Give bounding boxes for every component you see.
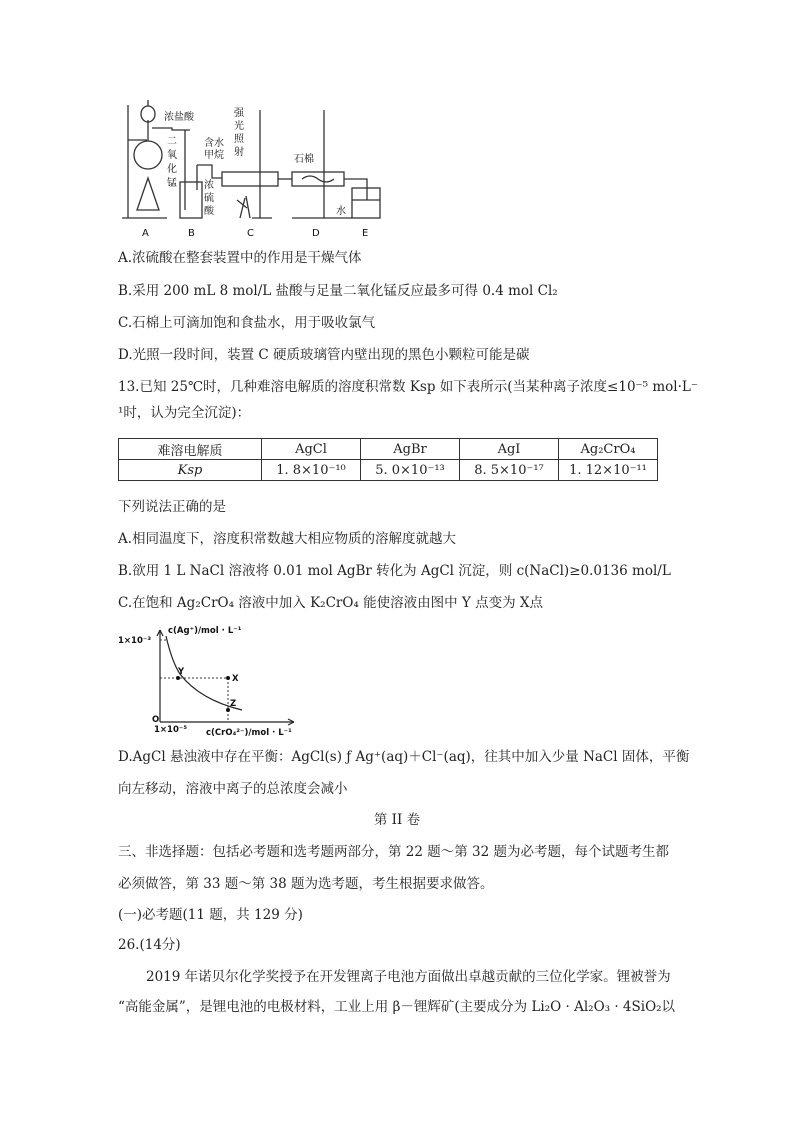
label-hcl: 浓盐酸 (164, 112, 194, 123)
table-cell: 1. 12×10⁻¹¹ (559, 460, 658, 481)
q26-paragraph-line1: 2019 年诺贝尔化学奖授予在开发锂离子电池方面做出卓越贡献的三位化学家。锂被誉为 (146, 969, 671, 985)
required-heading: (一)必考题(11 题，共 129 分) (118, 907, 303, 923)
label-methane: 甲烷 (204, 150, 224, 161)
q13-option-d-line1: D.AgCl 悬浊液中存在平衡：AgCl(s) ƒ Ag⁺(aq)＋Cl⁻(aq)，往其中加入少量 NaCl 固体，平衡 (118, 749, 690, 765)
q13-option-a: A.相同温度下，溶度积常数越大相应物质的溶解度就越大 (118, 531, 457, 547)
letter-a: A (142, 228, 149, 239)
graph-x-tick: 1×10⁻⁵ (154, 725, 188, 735)
q12-option-a: A.浓硫酸在整套装置中的作用是干燥气体 (118, 250, 362, 266)
q12-option-b: B.采用 200 mL 8 mol/L 盐酸与足量二氧化锰反应最多可得 0.4 mol Cl₂ (118, 283, 558, 299)
label-h2so4-1: 浓 (204, 180, 214, 191)
q13-stem-line2: ¹时，认为完全沉淀)： (118, 405, 251, 421)
q26-paragraph-line2: “高能金属”，是锂电池的电极材料，工业上用 β－锂辉矿(主要成分为 Li₂O · Al₂O₃ · 4SiO₂以 (118, 999, 676, 1015)
table-header-cell: Ag₂CrO₄ (559, 439, 658, 460)
q13-stem-line1: 13.已知 25℃时，几种难溶电解质的溶度积常数 Ksp 如下表所示(当某种离子浓度≤10⁻⁵ mol·L⁻ (118, 379, 698, 395)
q26-heading: 26.(14分) (118, 937, 181, 953)
graph-x-label: c(CrO₄²⁻)/mol · L⁻¹ (206, 728, 292, 738)
letter-d: D (312, 228, 320, 239)
table-cell: 5. 0×10⁻¹³ (361, 460, 460, 481)
q13-option-d-line2: 向左移动，溶液中离子的总浓度会减小 (118, 781, 348, 797)
q13-option-c: C.在饱和 Ag₂CrO₄ 溶液中加入 K₂CrO₄ 能使溶液由图中 Y 点变为 X点 (118, 595, 544, 611)
label-mno2-2: 氧 (167, 150, 177, 161)
label-water: 含水 (204, 138, 224, 149)
label-light-3: 照 (234, 134, 244, 145)
label-h2so4-3: 酸 (204, 206, 214, 217)
section-intro-line2: 必须做答，第 33 题～第 38 题为选考题，考生根据要求做答。 (118, 876, 494, 892)
letter-c: C (247, 228, 254, 239)
part-title: 第 II 卷 (373, 812, 421, 828)
label-point-x: X (232, 674, 239, 684)
table-cell: 1. 8×10⁻¹⁰ (262, 460, 361, 481)
table-header-cell: 难溶电解质 (119, 439, 262, 460)
q13-option-b: B.欲用 1 L NaCl 溶液将 0.01 mol AgBr 转化为 AgCl 沉淀，则 c(NaCl)≥0.0136 mol/L (118, 563, 671, 579)
table-header-cell: AgCl (262, 439, 361, 460)
label-h2so4-2: 硫 (204, 193, 214, 204)
label-light-4: 射 (234, 147, 244, 158)
q12-option-c: C.石棉上可滴加饱和食盐水，用于吸收氯气 (118, 315, 376, 331)
letter-b: B (188, 228, 195, 239)
label-mno2-1: 二 (167, 136, 177, 147)
label-e-water: 水 (336, 206, 346, 217)
q12-option-d: D.光照一段时间，装置 C 硬质玻璃管内壁出现的黑色小颗粒可能是碳 (118, 347, 530, 363)
table-row-label: Ksp (119, 460, 262, 481)
table-header-cell: AgBr (361, 439, 460, 460)
graph-origin: O (152, 715, 160, 725)
apparatus-diagram (112, 100, 387, 240)
letter-e: E (362, 228, 369, 239)
ksp-table (118, 438, 658, 481)
graph-y-label: c(Ag⁺)/mol · L⁻¹ (168, 626, 242, 636)
label-mno2-3: 化 (167, 164, 177, 175)
table-header-row (119, 439, 658, 460)
label-light-2: 光 (234, 121, 244, 132)
label-asbestos: 石棉 (294, 154, 314, 165)
table-cell: 8. 5×10⁻¹⁷ (460, 460, 559, 481)
point-x (226, 676, 230, 680)
section-intro-line1: 三、非选择题：包括必考题和选考题两部分，第 22 题～第 32 题为必考题，每个试题考生都 (118, 844, 670, 860)
label-point-y: Y (178, 667, 185, 677)
label-light-1: 强 (234, 108, 244, 119)
label-point-z: Z (230, 699, 237, 709)
q13-prompt: 下列说法正确的是 (118, 499, 226, 515)
table-row (119, 460, 658, 481)
label-mno2-4: 锰 (167, 178, 177, 189)
graph-y-tick: 1×10⁻³ (118, 636, 152, 646)
table-header-cell: AgI (460, 439, 559, 460)
solubility-graph (112, 622, 312, 740)
